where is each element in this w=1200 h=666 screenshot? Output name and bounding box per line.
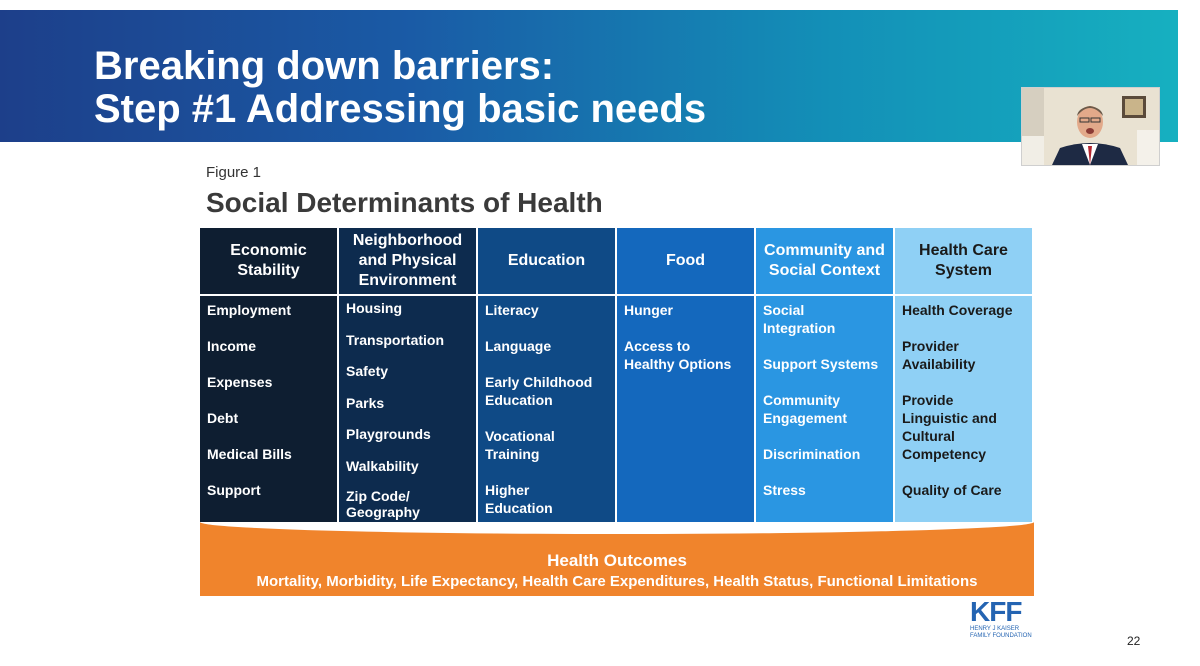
list-item: Walkability — [346, 458, 419, 474]
column-food — [617, 228, 754, 523]
list-item: Literacy — [485, 302, 539, 318]
list-item: Transportation — [346, 332, 445, 348]
column-neighborhood-environment — [339, 228, 476, 523]
presenter-image — [1022, 88, 1159, 165]
list-item: Health Coverage — [902, 302, 1013, 318]
column-education — [478, 228, 615, 523]
column-body — [895, 294, 1032, 523]
column-header: Neighborhood and Physical Environment — [339, 228, 476, 294]
list-item: Vocational Training — [485, 428, 555, 462]
list-item: Housing — [346, 300, 402, 316]
list-item: Support Systems — [763, 356, 879, 372]
slide-title-line-1: Breaking down barriers: — [94, 44, 555, 88]
column-community-social-context — [756, 228, 893, 523]
kff-logo-subtitle-1: HENRY J KAISER — [970, 626, 1020, 632]
list-item: Quality of Care — [902, 482, 1002, 498]
column-header: Health Care System — [895, 228, 1032, 294]
list-item: Access to Healthy Options — [624, 338, 732, 372]
list-item: Parks — [346, 395, 385, 411]
list-item: Stress — [763, 482, 806, 498]
list-item: Hunger — [624, 302, 673, 318]
column-economic-stability — [200, 228, 337, 523]
list-item: Community Engagement — [763, 392, 848, 426]
figure-label: Figure 1 — [206, 164, 262, 181]
list-item: Safety — [346, 363, 389, 379]
list-item: Employment — [207, 302, 292, 318]
list-item: Playgrounds — [346, 426, 431, 442]
column-body — [617, 294, 754, 523]
list-item: Provide Linguistic and Cultural Competency — [902, 392, 997, 462]
kff-logo-subtitle-2: FAMILY FOUNDATION — [970, 633, 1032, 639]
column-header: Education — [478, 228, 615, 294]
slide-title-line-2: Step #1 Addressing basic needs — [94, 87, 707, 131]
page-number: 22 — [1127, 634, 1141, 648]
slide-title — [94, 45, 706, 131]
list-item: Social Integration — [763, 302, 836, 336]
column-health-care-system — [895, 228, 1032, 523]
list-item: Language — [485, 338, 552, 354]
figure-title: Social Determinants of Health — [206, 187, 603, 218]
kff-logo — [970, 598, 1032, 640]
column-body — [478, 294, 615, 523]
presenter-video-thumbnail[interactable] — [1021, 87, 1160, 166]
column-body — [756, 294, 893, 523]
list-item: Discrimination — [763, 446, 861, 462]
list-item: Early Childhood Education — [485, 374, 593, 408]
column-header: Food — [617, 228, 754, 294]
list-item: Expenses — [207, 374, 273, 390]
column-header: Community and Social Context — [756, 228, 893, 294]
list-item: Support — [207, 482, 261, 498]
list-item: Zip Code/ Geography — [346, 488, 420, 520]
kff-logo-mark: KFF — [970, 596, 1022, 627]
health-outcomes-list: Mortality, Morbidity, Life Expectancy, Health Care Expenditures, Health Status, Functional Limitations — [256, 573, 978, 590]
health-outcomes-title: Health Outcomes — [547, 551, 687, 570]
list-item: Provider Availability — [902, 338, 976, 372]
column-body — [339, 294, 476, 523]
list-item: Medical Bills — [207, 446, 292, 462]
list-item: Income — [207, 338, 257, 354]
column-header: Economic Stability — [200, 228, 337, 294]
column-body — [200, 294, 337, 523]
list-item: Debt — [207, 410, 239, 426]
list-item: Higher Education — [485, 482, 553, 516]
